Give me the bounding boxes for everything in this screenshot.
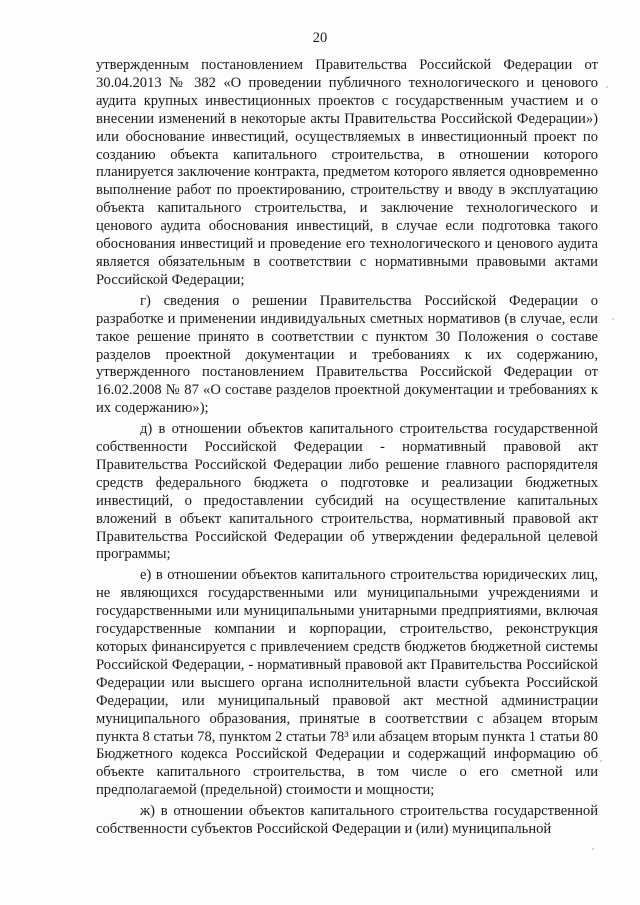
paragraph-item-e: е) в отношении объектов капитального строительства юридических лиц, не являющихся государственными или муниципальными учреждениями и государственными или муниципальными унитарными предприятиями, включая государственные компании и корпорации, строительство, реконструкция которых финансируется с привлечением средств бюджетов бюджетной системы Российской Федерации, - нормативный правовой акт Правительства Российской Федерации или высшего органа исполнительной власти субъекта Российской Федерации, или муниципальный правовой акт местной администрации муниципального образования, принятые в соответствии с абзацем вторым пункта 8 статьи 78, пунктом 2 статьи 78³ или абзацем вторым пункта 1 статьи 80 Бюджетного кодекса Российской Федерации и содержащий информацию об объекте капитального строительства, в том числе о его сметной или предполагаемой (предельной) стоимости и мощности; (96, 567, 598, 799)
page-number: 20 (312, 30, 328, 46)
scan-speck (592, 848, 594, 850)
paragraph-item-d: д) в отношении объектов капитального строительства государственной собственности Российской Федерации - нормативный правовой акт Правительства Российской Федерации либо решение главного распорядителя средств федерального бюджета о подготовке и реализации бюджетных инвестиций, о предоставлении субсидий на осуществление капитальных вложений в объект капитального строительства, нормативный правовой акт Правительства Российской Федерации об утверждении федеральной целевой программы; (96, 421, 598, 563)
document-body (96, 57, 598, 842)
paragraph-item-g: г) сведения о решении Правительства Российской Федерации о разработке и применении индивидуальных сметных нормативов (в случае, если такое решение принято в соответствии с пунктом 30 Положения о составе разделов проектной документации и требованиях к их содержанию, утвержденного постановлением Правительства Российской Федерации от 16.02.2008 № 87 «О составе разделов проектной документации и требованиях к их содержанию»); (96, 292, 598, 417)
scan-speck (606, 86, 608, 88)
paragraph-continuation: утвержденным постановлением Правительства Российской Федерации от 30.04.2013 № 382 «О проведении публичного технологического и ценового аудита крупных инвестиционных проектов с государственным участием и о внесении изменений в некоторые акты Правительства Российской Федерации») или обоснование инвестиций, осуществляемых в инвестиционный проект по созданию объекта капитального строительства, в отношении которого планируется заключение контракта, предметом которого является одновременно выполнение работ по проектированию, строительству и вводу в эксплуатацию объекта капитального строительства, и заключение технологического и ценового аудита обоснования инвестиций, в случае если подготовка такого обоснования инвестиций и проведение его технологического и ценового аудита является обязательным в соответствии с нормативными правовыми актами Российской Федерации; (96, 57, 598, 288)
scan-speck (612, 318, 614, 320)
paragraph-item-zh: ж) в отношении объектов капитального строительства государственной собственности субъектов Российской Федерации и (или) муниципальной (96, 803, 598, 838)
scan-speck (600, 760, 602, 762)
